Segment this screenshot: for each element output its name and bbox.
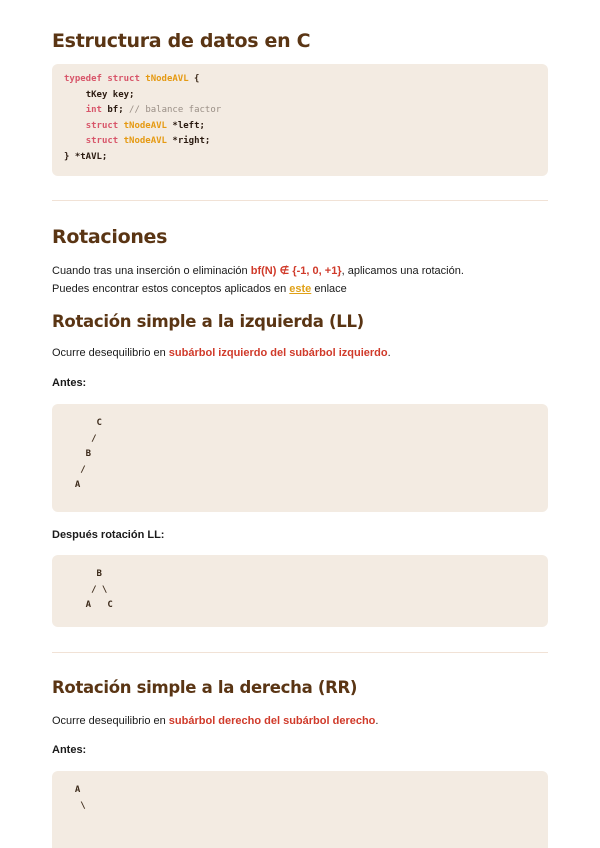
paragraph-text: Cuando tras una inserción o eliminación: [52, 265, 251, 277]
paragraph-text: .: [375, 715, 379, 727]
code-text: bf;: [101, 105, 124, 115]
paragraph-text: , aplicamos una rotación.: [341, 265, 464, 277]
code-block-ll-after: B / \ A C: [52, 555, 548, 627]
paragraph-text: enlace: [311, 283, 347, 295]
code-block-rr-before: A \: [52, 771, 548, 848]
section-title-rotaciones: Rotaciones: [52, 226, 168, 248]
paragraph-intro: [52, 262, 548, 280]
subsection-title-ll: Rotación simple a la izquierda (LL): [52, 312, 364, 331]
ll-after-label: Después rotación LL:: [52, 529, 165, 541]
code-text: } *tAVL;: [64, 151, 108, 162]
divider: [52, 200, 548, 201]
code-type: tNodeAVL: [118, 136, 167, 146]
code-indent: [64, 105, 86, 115]
highlight-condition: bf(N) ∉ {-1, 0, +1}: [250, 265, 342, 277]
code-keyword: typedef struct: [64, 74, 140, 84]
code-indent: [64, 136, 86, 146]
link-este[interactable]: este: [289, 283, 312, 295]
paragraph-text: Ocurre desequilibrio en: [52, 347, 169, 359]
ll-description: [52, 344, 548, 362]
divider: [52, 652, 548, 653]
highlight-text: subárbol izquierdo del subárbol izquierdo: [168, 347, 388, 359]
code-text: {: [188, 74, 200, 84]
code-text: key;: [107, 89, 135, 100]
code-block-struct: [52, 64, 548, 176]
code-type: tNodeAVL: [118, 120, 167, 131]
rr-before-label: Antes:: [52, 744, 87, 756]
code-comment: // balance factor: [123, 105, 222, 115]
code-keyword: struct: [85, 136, 119, 146]
ll-before-label: Antes:: [52, 377, 87, 389]
code-type: tNodeAVL: [145, 74, 189, 84]
code-keyword: struct: [85, 120, 119, 131]
code-keyword: int: [85, 105, 102, 115]
highlight-text: subárbol derecho del subárbol derecho: [168, 715, 376, 727]
code-block-ll-before: C / B / A: [52, 404, 548, 512]
paragraph-text: Ocurre desequilibrio en: [52, 715, 169, 727]
section-title-estructura: Estructura de datos en C: [52, 30, 311, 52]
paragraph-text: Puedes encontrar estos conceptos aplicados en: [52, 283, 290, 295]
paragraph-text: .: [387, 347, 391, 359]
paragraph-link: [52, 280, 548, 298]
code-type: tKey: [85, 89, 108, 100]
code-text: *left;: [166, 120, 205, 131]
code-indent: [64, 90, 86, 100]
code-indent: [64, 121, 86, 131]
code-text: *right;: [166, 136, 211, 146]
subsection-title-rr: Rotación simple a la derecha (RR): [52, 678, 358, 697]
rr-description: [52, 712, 548, 730]
